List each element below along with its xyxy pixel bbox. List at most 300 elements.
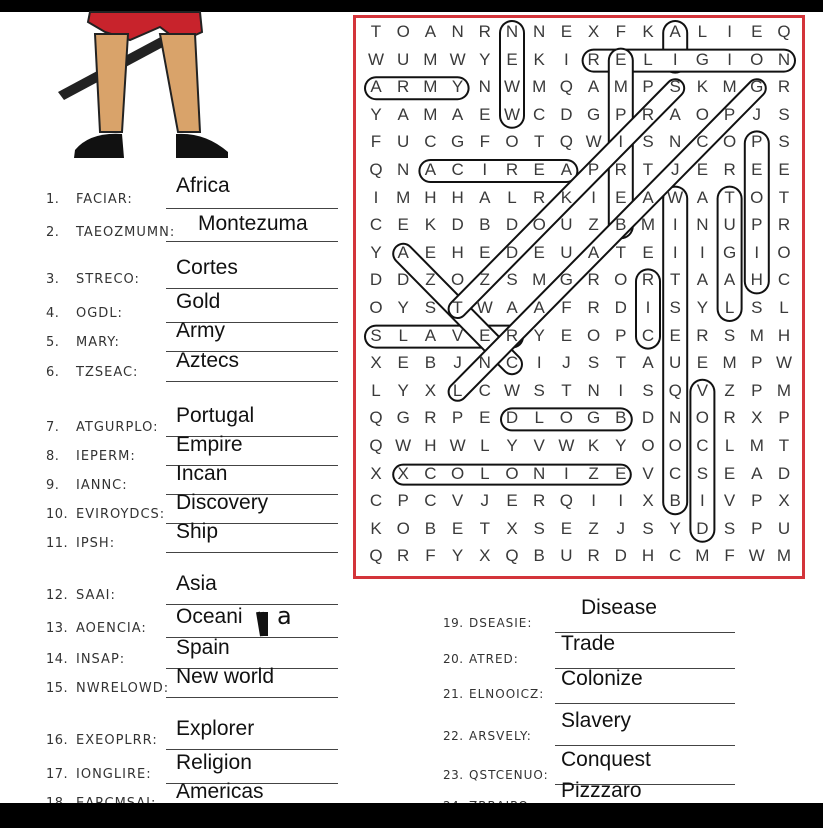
- clue-item: [46, 665, 338, 699]
- grid-letter: G: [722, 242, 737, 262]
- grid-letter: D: [505, 215, 519, 235]
- scrambled-word: QSTCENUO:: [469, 768, 549, 782]
- clue-number: 13.: [46, 621, 69, 636]
- grid-letter: D: [696, 518, 709, 538]
- clue-number: 21.: [443, 687, 464, 701]
- clue-item: [46, 572, 338, 606]
- grid-letter: E: [560, 518, 573, 538]
- grid-letter: A: [479, 187, 491, 207]
- grid-letter: E: [751, 22, 763, 41]
- grid-letter: K: [642, 22, 654, 41]
- answer-line: [555, 703, 735, 704]
- grid-letter: N: [696, 215, 709, 235]
- grid-letter: S: [778, 104, 790, 124]
- grid-letter: O: [641, 436, 655, 455]
- grid-letter: L: [398, 325, 408, 345]
- answer-line: [555, 745, 735, 746]
- grid-letter: S: [642, 380, 654, 400]
- grid-letter: M: [396, 187, 411, 207]
- grid-letter: M: [532, 77, 547, 97]
- grid-letter: X: [370, 353, 382, 373]
- grid-letter: C: [641, 325, 655, 345]
- grid-letter: N: [478, 353, 491, 373]
- grid-letter: A: [587, 242, 600, 262]
- grid-letter: M: [722, 353, 737, 373]
- grid-letter: O: [532, 215, 546, 235]
- clue-item: [443, 667, 735, 705]
- grid-letter: X: [397, 463, 409, 483]
- grid-letter: G: [586, 408, 601, 428]
- grid-letter: A: [723, 270, 736, 290]
- grid-letter: E: [669, 325, 681, 345]
- grid-letter: E: [560, 325, 573, 345]
- grid-letter: L: [480, 463, 490, 483]
- grid-letter: X: [778, 491, 790, 511]
- grid-letter: L: [480, 436, 490, 455]
- grid-letter: G: [695, 49, 709, 69]
- answer-handwritten: Disease: [581, 596, 657, 619]
- grid-letter: E: [479, 325, 491, 345]
- grid-letter: X: [642, 491, 654, 511]
- grid-letter: L: [697, 22, 708, 41]
- grid-letter: D: [560, 104, 573, 124]
- grid-letter: K: [560, 187, 573, 207]
- grid-letter: R: [587, 546, 600, 566]
- clue-number: 11.: [46, 536, 69, 551]
- worksheet: [0, 12, 823, 803]
- grid-letter: O: [505, 132, 519, 152]
- grid-letter: N: [669, 132, 682, 152]
- grid-letter: C: [424, 132, 437, 152]
- answer-handwritten: Slavery: [561, 709, 632, 732]
- answer-handwritten: Colonize: [561, 667, 643, 690]
- grid-letter: N: [533, 463, 546, 483]
- grid-letter: I: [672, 215, 678, 235]
- clue-number: 3.: [46, 272, 60, 287]
- clue-item: [46, 207, 338, 240]
- answer-handwritten: Religion: [176, 751, 252, 774]
- clue-item: [46, 520, 338, 554]
- grid-letter: V: [642, 463, 654, 483]
- grid-letter: R: [587, 270, 600, 290]
- grid-letter: S: [533, 380, 545, 400]
- grid-letter: P: [751, 491, 763, 511]
- clue-number: 23.: [443, 768, 464, 782]
- grid-letter: G: [750, 77, 764, 97]
- grid-letter: N: [397, 160, 410, 179]
- grid-letter: C: [669, 546, 682, 566]
- grid-letter: M: [695, 546, 710, 566]
- grid-letter: I: [727, 22, 732, 41]
- answer-handwritten: New world: [176, 665, 275, 688]
- grid-letter: B: [615, 215, 627, 235]
- grid-letter: R: [696, 325, 709, 345]
- grid-letter: E: [751, 160, 763, 179]
- grid-letter: O: [722, 132, 737, 152]
- grid-letter: T: [615, 242, 626, 262]
- scrambled-word: IONGLIRE:: [76, 767, 152, 782]
- grid-letter: S: [751, 298, 763, 317]
- grid-letter: F: [370, 132, 382, 152]
- grid-letter: C: [369, 215, 383, 235]
- grid-letter: Z: [588, 215, 599, 235]
- answer-handwritten: Montezuma: [198, 212, 308, 235]
- grid-letter: O: [750, 187, 764, 207]
- grid-letter: Q: [505, 546, 519, 566]
- scrambled-word: AOENCIA:: [76, 621, 147, 636]
- grid-letter: F: [425, 546, 436, 566]
- grid-letter: B: [424, 353, 437, 373]
- grid-letter: Z: [588, 518, 599, 538]
- answer-handwritten: Aztecs: [176, 349, 240, 372]
- scrambled-word: TZSEAC:: [76, 365, 139, 380]
- grid-letter: N: [669, 408, 682, 428]
- grid-letter: Y: [533, 325, 545, 345]
- grid-letter: R: [505, 160, 519, 179]
- grid-letter: Q: [777, 22, 791, 41]
- grid-letter: P: [397, 491, 409, 511]
- grid-letter: M: [613, 77, 628, 97]
- scrambled-word: OGDL:: [76, 306, 123, 321]
- grid-letter: L: [371, 380, 381, 400]
- grid-letter: S: [778, 132, 790, 152]
- grid-letter: I: [645, 298, 651, 317]
- answer-handwritten: Discovery: [176, 491, 269, 514]
- answer-handwritten: Pizzzaro: [561, 779, 642, 802]
- grid-letter: E: [560, 22, 573, 41]
- grid-letter: P: [451, 408, 464, 428]
- clue-number: 16.: [46, 733, 69, 748]
- grid-letter: A: [370, 77, 382, 97]
- grid-letter: G: [586, 104, 601, 124]
- grid-letter: D: [614, 546, 627, 566]
- clue-number: 22.: [443, 729, 464, 743]
- answer-line: [166, 241, 338, 242]
- grid-letter: F: [479, 132, 490, 152]
- clue-item: [46, 349, 338, 383]
- grid-letter: Q: [369, 408, 383, 428]
- scrambled-word: DSEASIE:: [469, 616, 533, 630]
- grid-letter: V: [723, 491, 736, 511]
- grid-letter: G: [450, 132, 465, 152]
- grid-letter: N: [451, 22, 464, 41]
- grid-letter: R: [723, 408, 736, 428]
- grid-letter: X: [370, 463, 382, 483]
- grid-letter: O: [668, 436, 682, 455]
- grid-letter: Z: [425, 270, 436, 290]
- clue-number: 20.: [443, 652, 464, 666]
- grid-letter: M: [749, 325, 764, 345]
- grid-letter: S: [533, 518, 545, 538]
- grid-letter: D: [505, 408, 519, 428]
- grid-letter: L: [779, 298, 789, 317]
- clue-number: 5.: [46, 335, 60, 350]
- answer-line: [166, 749, 338, 750]
- grid-letter: N: [533, 22, 546, 41]
- grid-letter: P: [751, 215, 763, 235]
- grid-letter: O: [559, 408, 573, 428]
- grid-letter: O: [396, 22, 410, 41]
- scrambled-word: SAAI:: [76, 588, 116, 603]
- clue-number: 17.: [46, 767, 69, 782]
- grid-letter: E: [615, 49, 627, 69]
- answer-handwritten: Cortes: [176, 256, 238, 279]
- grid-letter: W: [558, 436, 575, 455]
- scrambled-word: IPSH:: [76, 536, 116, 551]
- clue-number: 9.: [46, 478, 60, 493]
- grid-letter: W: [585, 132, 602, 152]
- grid-letter: K: [533, 49, 545, 69]
- grid-letter: P: [587, 160, 600, 179]
- grid-letter: D: [641, 408, 655, 428]
- grid-letter: E: [533, 160, 545, 179]
- answer-line: [166, 552, 338, 553]
- grid-letter: E: [723, 463, 736, 483]
- grid-letter: C: [505, 353, 519, 373]
- grid-letter: A: [696, 270, 709, 290]
- clue-number: 4.: [46, 306, 60, 321]
- grid-letter: A: [669, 22, 681, 41]
- grid-letter: Z: [724, 380, 735, 400]
- clue-item: [443, 709, 735, 747]
- grid-letter: X: [587, 22, 600, 41]
- grid-letter: I: [754, 242, 760, 262]
- grid-letter: S: [587, 353, 600, 373]
- word-search-grid: [353, 15, 805, 579]
- grid-letter: D: [397, 270, 410, 290]
- grid-letter: U: [560, 242, 573, 262]
- grid-letter: R: [424, 408, 437, 428]
- grid-letter: Q: [369, 546, 383, 566]
- grid-letter: C: [369, 491, 383, 511]
- grid-letter: A: [397, 242, 409, 262]
- grid-letter: A: [424, 160, 437, 179]
- scrambled-word: INSAP:: [76, 652, 126, 667]
- grid-letter: O: [450, 463, 465, 483]
- answer-line: [166, 288, 338, 289]
- grid-letter: V: [696, 380, 709, 400]
- grid-letter: I: [618, 132, 624, 152]
- answer-handwritten: Asia: [176, 572, 217, 595]
- grid-letter: Y: [397, 298, 409, 317]
- grid-letter: T: [533, 132, 545, 152]
- grid-letter: O: [505, 463, 519, 483]
- clue-item: [443, 632, 735, 670]
- grid-letter: C: [451, 160, 464, 179]
- grid-letter: F: [561, 298, 572, 317]
- grid-letter: R: [397, 546, 410, 566]
- grid-letter: B: [424, 518, 437, 538]
- grid-letter: R: [587, 49, 600, 69]
- grid-letter: A: [451, 104, 464, 124]
- clue-number: 6.: [46, 365, 60, 380]
- grid-letter: I: [727, 49, 732, 69]
- grid-letter: A: [696, 187, 709, 207]
- grid-letter: D: [505, 242, 519, 262]
- grid-letter: A: [669, 104, 681, 124]
- grid-letter: V: [451, 325, 464, 345]
- grid-letter: H: [750, 270, 763, 290]
- grid-letter: N: [587, 380, 600, 400]
- grid-letter: N: [505, 22, 519, 41]
- grid-letter: J: [616, 518, 626, 538]
- grid-letter: U: [397, 132, 410, 152]
- grid-letter: K: [424, 215, 437, 235]
- clue-item: [46, 174, 338, 207]
- answer-handwritten: Oceani: [176, 605, 243, 628]
- grid-letter: Y: [451, 77, 464, 97]
- grid-letter: J: [670, 160, 680, 179]
- grid-letter: O: [369, 298, 383, 317]
- grid-letter: M: [423, 104, 438, 124]
- grid-letter: H: [424, 187, 437, 207]
- grid-letter: J: [562, 353, 571, 373]
- grid-letter: I: [373, 187, 379, 207]
- grid-letter: E: [696, 353, 709, 373]
- grid-letter: W: [748, 546, 765, 566]
- grid-letter: H: [641, 546, 655, 566]
- grid-letter: E: [479, 104, 491, 124]
- grid-letter: L: [507, 187, 517, 207]
- grid-letter: A: [506, 298, 518, 317]
- grid-letter: S: [669, 298, 681, 317]
- grid-letter: S: [696, 463, 709, 483]
- grid-letter: E: [424, 242, 437, 262]
- grid-letter: R: [587, 298, 600, 317]
- grid-letter: D: [369, 270, 383, 290]
- grid-letter: A: [751, 463, 763, 483]
- grid-letter: N: [777, 49, 791, 69]
- scrambled-word: ATGURPLO:: [76, 420, 159, 435]
- grid-letter: E: [479, 242, 491, 262]
- grid-letter: E: [506, 491, 518, 511]
- grid-letter: Q: [559, 77, 573, 97]
- grid-letter: C: [533, 104, 546, 124]
- grid-letter: U: [560, 546, 573, 566]
- grid-letter: S: [424, 298, 437, 317]
- grid-letter: X: [479, 546, 491, 566]
- answer-handwritten: Empire: [176, 433, 243, 456]
- grid-letter: J: [453, 353, 462, 373]
- scrambled-word: ATRED:: [469, 652, 519, 666]
- grid-letter: W: [667, 187, 684, 207]
- grid-letter: R: [723, 160, 736, 179]
- grid-letter: K: [696, 77, 709, 97]
- grid-letter: W: [503, 104, 521, 124]
- grid-letter: H: [451, 242, 464, 262]
- answer-handwritten: Conquest: [561, 748, 651, 771]
- grid-letter: Q: [668, 380, 682, 400]
- grid-letter: W: [449, 49, 466, 69]
- grid-letter: N: [478, 77, 491, 97]
- grid-letter: W: [395, 436, 412, 455]
- grid-letter: M: [722, 77, 737, 97]
- grid-letter: L: [724, 298, 735, 317]
- grid-letter: G: [559, 270, 573, 290]
- grid-letter: Y: [696, 298, 709, 317]
- grid-letter: E: [397, 353, 409, 373]
- grid-letter: P: [778, 408, 790, 428]
- grid-letter: A: [642, 353, 654, 373]
- grid-letter: M: [423, 49, 438, 69]
- grid-letter: B: [479, 215, 491, 235]
- grid-letter: I: [564, 49, 569, 69]
- grid-letter: P: [751, 353, 763, 373]
- grid-letter: W: [503, 77, 521, 97]
- grid-letter: R: [777, 215, 791, 235]
- grid-letter: P: [751, 380, 763, 400]
- grid-letter: I: [618, 491, 624, 511]
- grid-letter: I: [618, 380, 624, 400]
- grid-letter: T: [669, 270, 681, 290]
- grid-letter: W: [503, 380, 521, 400]
- grid-letter: O: [695, 408, 709, 428]
- grid-letter: L: [534, 408, 544, 428]
- grid-letter: A: [587, 77, 600, 97]
- clue-number: 1.: [46, 192, 60, 207]
- grid-letter: T: [452, 298, 463, 317]
- grid-letter: M: [640, 215, 656, 235]
- grid-letter: T: [778, 436, 790, 455]
- grid-letter: A: [424, 22, 437, 41]
- grid-letter: J: [480, 491, 490, 511]
- grid-letter: G: [396, 408, 410, 428]
- conquistador-illustration: [0, 12, 340, 182]
- clue-number: 7.: [46, 420, 60, 435]
- grid-letter: T: [642, 160, 654, 179]
- scrambled-word: TAEOZMUMN:: [76, 225, 176, 240]
- grid-letter: W: [476, 298, 493, 317]
- grid-letter: F: [615, 22, 626, 41]
- grid-letter: T: [778, 187, 790, 207]
- grid-letter: Q: [369, 160, 383, 179]
- scrambled-word: IANNC:: [76, 478, 128, 493]
- clue-number: 12.: [46, 588, 69, 603]
- grid-letter: M: [776, 380, 792, 400]
- grid-letter: T: [561, 380, 572, 400]
- grid-letter: C: [424, 463, 437, 483]
- grid-letter: V: [533, 436, 545, 455]
- grid-letter: R: [533, 491, 546, 511]
- grid-letter: R: [614, 160, 627, 179]
- scrambled-word: NWRELOWD:: [76, 681, 170, 696]
- clue-number: 14.: [46, 652, 69, 667]
- grid-letter: P: [751, 132, 763, 152]
- grid-letter: M: [423, 77, 438, 97]
- grid-letter: Z: [588, 463, 599, 483]
- grid-letter: S: [370, 325, 382, 345]
- scrambled-word: EXEOPLRR:: [76, 733, 158, 748]
- grid-letter: R: [777, 77, 791, 97]
- answer-handwritten: Portugal: [176, 404, 255, 427]
- grid-letter: I: [672, 242, 678, 262]
- grid-letter: B: [669, 491, 681, 511]
- grid-letter: O: [450, 270, 465, 290]
- grid-letter: F: [724, 546, 735, 566]
- grid-letter: C: [696, 132, 709, 152]
- grid-letter: H: [777, 325, 791, 345]
- grid-letter: I: [591, 491, 596, 511]
- answer-handwritten: Americas: [176, 780, 264, 803]
- grid-letter: R: [478, 22, 491, 41]
- grid-letter: I: [536, 353, 542, 373]
- bottom-black-bar: [0, 803, 823, 828]
- grid-letter: K: [587, 436, 600, 455]
- answer-handwritten: Explorer: [176, 717, 255, 740]
- scrambled-word: MARY:: [76, 335, 120, 350]
- clue-number: 10.: [46, 507, 69, 522]
- grid-letter: S: [642, 518, 654, 538]
